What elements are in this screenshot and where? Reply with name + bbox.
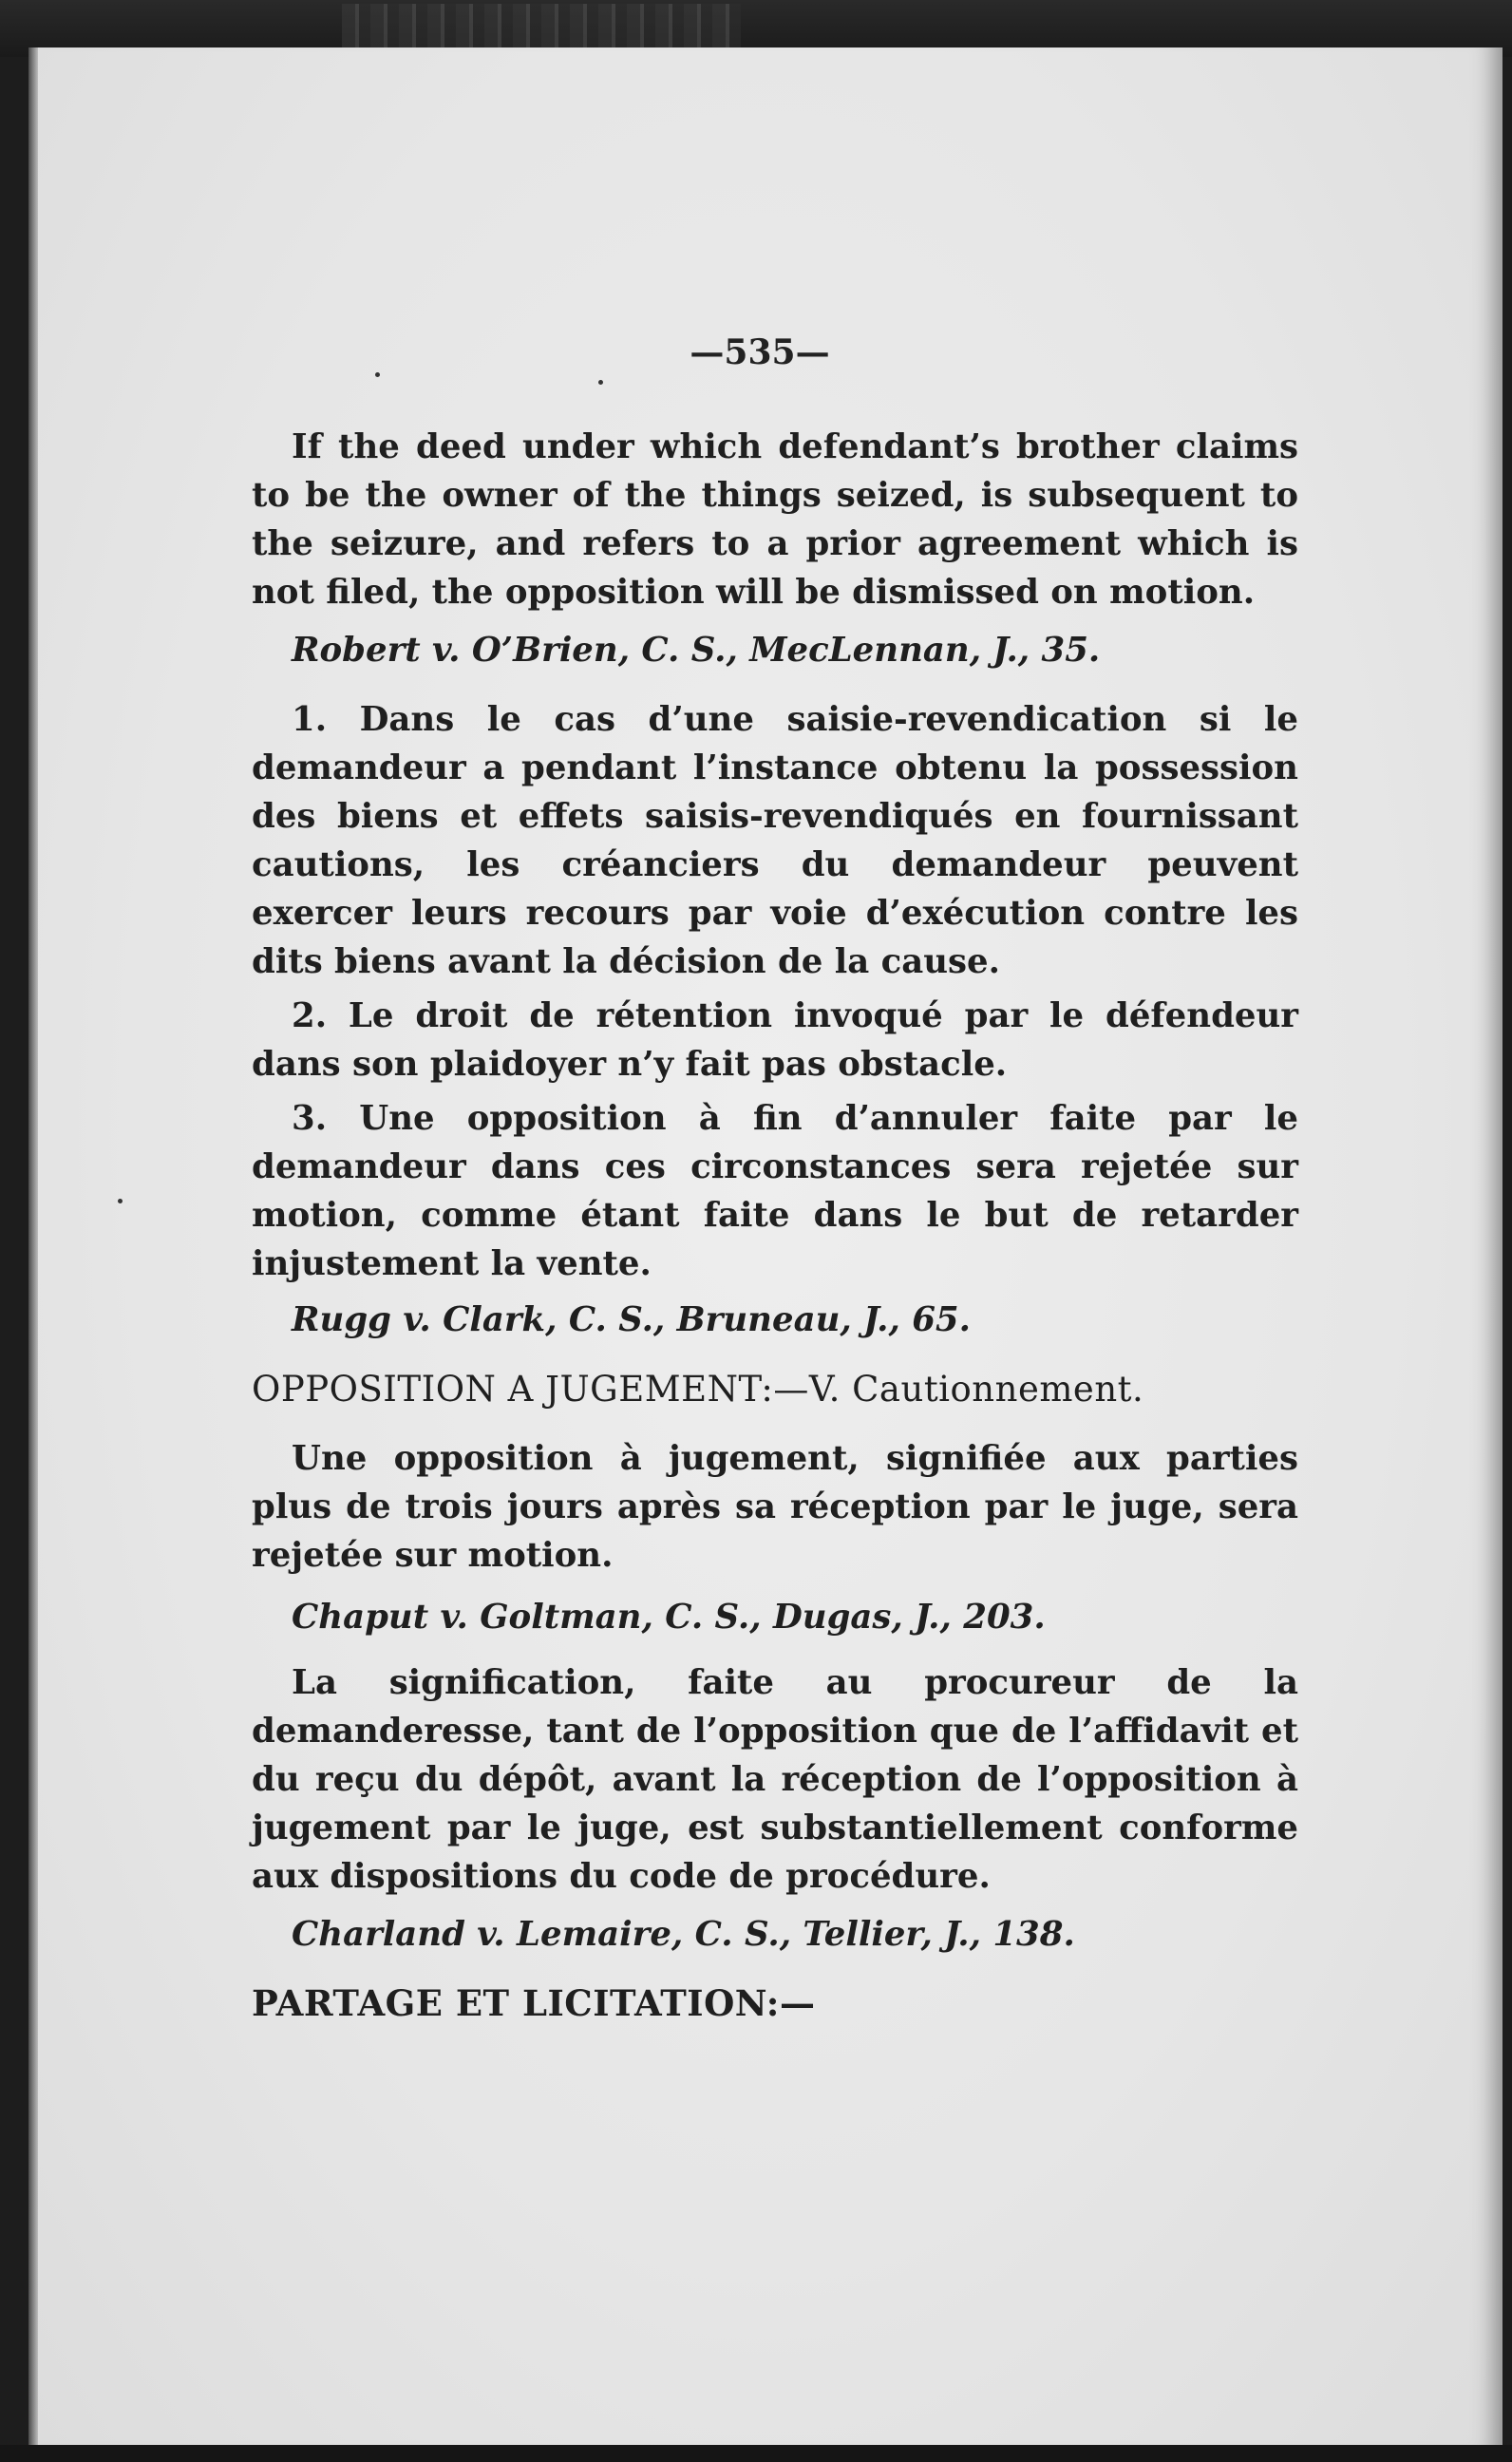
scan-bottom-border	[0, 2445, 1512, 2462]
paragraph-point-1: 1. Dans le cas d’une saisie-revendication si le demandeur a pendant l’instance obtenu la possession des biens et effets saisis-revendiqués en fournissant cautions, les créanciers du demandeur peuvent exercer leurs recours par voie d’exécution contre les dits biens avant la décision de la cause.	[252, 700, 1298, 981]
page-number: —535—	[690, 332, 830, 372]
case-citation-chaput-goltman: Chaput v. Goltman, C. S., Dugas, J., 203.	[292, 1598, 1046, 1637]
torn-paper-edge	[342, 4, 741, 49]
ink-speck	[118, 1199, 123, 1203]
paragraph-point-3: 3. Une opposition à fin d’annuler faite par le demandeur dans ces circonstances sera rejetée sur motion, comme étant faite dans le but de retarder injustement la vente.	[252, 1099, 1298, 1283]
case-citation-charland-lemaire: Charland v. Lemaire, C. S., Tellier, J., 138.	[292, 1915, 1075, 1954]
paragraph-deed-opposition: If the deed under which defendant’s brother claims to be the owner of the things seized, is subsequent to the seizure, and refers to a prior agreement which is not filed, the opposition will be dismissed on motion.	[252, 427, 1298, 612]
paragraph-point-2: 2. Le droit de rétention invoqué par le défendeur dans son plaidoyer n’y fait pas obstacle.	[252, 996, 1298, 1084]
section-heading-opposition-a-jugement: OPPOSITION A JUGEMENT:—V. Cautionnement.	[252, 1369, 1144, 1410]
case-citation-robert-obrien: Robert v. O’Brien, C. S., MecLennan, J., 35.	[292, 631, 1101, 670]
paragraph-opposition-jugement: Une opposition à jugement, signifiée aux parties plus de trois jours après sa réception par le juge, sera rejetée sur motion.	[252, 1439, 1298, 1575]
page-body	[252, 328, 1298, 2028]
case-citation-rugg-clark: Rugg v. Clark, C. S., Bruneau, J., 65.	[292, 1300, 971, 1339]
book-spine-shadow	[28, 47, 38, 2445]
section-heading-partage-licitation: PARTAGE ET LICITATION:—	[252, 1982, 816, 2024]
paragraph-signification: La signification, faite au procureur de la demanderesse, tant de l’opposition que de l’affidavit et du reçu du dépôt, avant la réception de l’opposition à jugement par le juge, est substantiellement conforme aux dispositions du code de procédure.	[252, 1663, 1298, 1896]
